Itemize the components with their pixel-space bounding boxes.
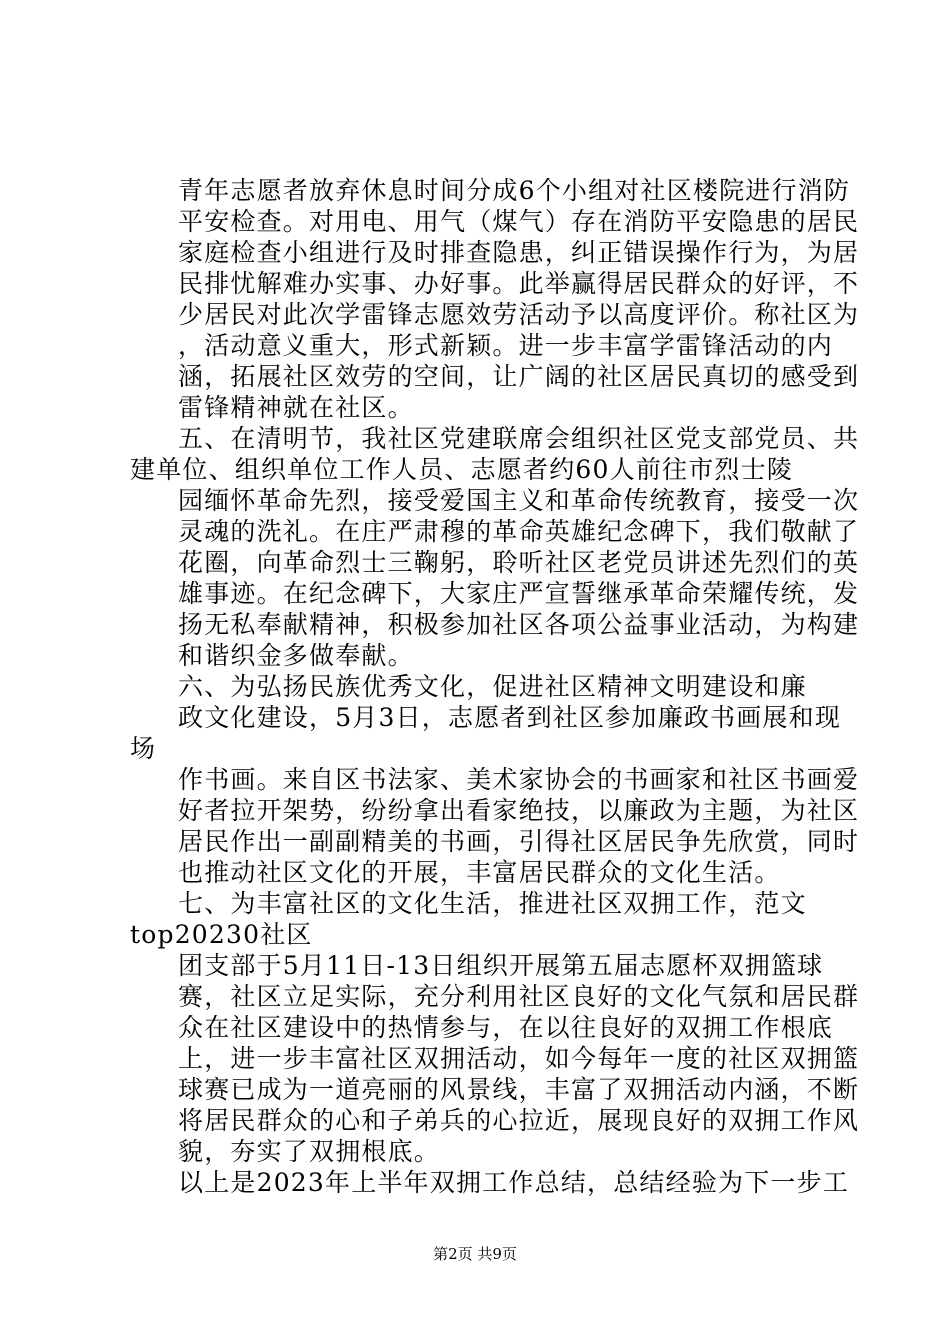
text-line: 民排忧解难办实事、办好事。此举赢得居民群众的好评，不: [178, 269, 860, 298]
text-line: 平安检查。对用电、用气（煤气）存在消防平安隐患的居民: [178, 207, 860, 236]
text-line: 以上是2023年上半年双拥工作总结，总结经验为下一步工: [178, 1168, 850, 1197]
section-five-heading: 五、在清明节，我社区党建联席会组织社区党支部党员、共: [178, 424, 860, 453]
text-line: 雷锋精神就在社区。: [178, 393, 414, 422]
text-line: 作书画。来自区书法家、美术家协会的书画家和社区书画爱: [178, 765, 860, 794]
text-line: 青年志愿者放弃休息时间分成6个小组对社区楼院进行消防: [178, 176, 851, 205]
text-line: 居民作出一副副精美的书画，引得社区居民争先欣赏，同时: [178, 827, 860, 856]
text-line: 场: [130, 734, 157, 763]
text-line: 也推动社区文化的开展，丰富居民群众的文化生活。: [178, 858, 781, 887]
text-line: 建单位、组织单位工作人员、志愿者约60人前往市烈士陵: [130, 455, 794, 484]
text-line: 将居民群众的心和子弟兵的心拉近，展现良好的双拥工作风: [178, 1106, 860, 1135]
text-line: 园缅怀革命先烈，接受爱国主义和革命传统教育，接受一次: [178, 486, 860, 515]
text-line: 貌，夯实了双拥根底。: [178, 1137, 441, 1166]
text-line: 众在社区建设中的热情参与，在以往良好的双拥工作根底: [178, 1013, 834, 1042]
text-line: 和谐织金多做奉献。: [178, 641, 414, 670]
section-six-heading: 六、为弘扬民族优秀文化，促进社区精神文明建设和廉: [178, 672, 807, 701]
page-footer: 第2页 共9页: [433, 1245, 517, 1263]
text-line: 政文化建设，5月3日，志愿者到社区参加廉政书画展和现: [178, 703, 842, 732]
text-line: 好者拉开架势，纷纷拿出看家绝技，以廉政为主题，为社区: [178, 796, 860, 825]
text-line: 扬无私奉献精神，积极参加社区各项公益事业活动，为构建: [178, 610, 860, 639]
text-line: top20230社区: [130, 920, 313, 949]
text-line: 球赛已成为一道亮丽的风景线，丰富了双拥活动内涵，不断: [178, 1075, 860, 1104]
text-line: 涵，拓展社区效劳的空间，让广阔的社区居民真切的感受到: [178, 362, 860, 391]
text-line: 上，进一步丰富社区双拥活动，如今每年一度的社区双拥篮: [178, 1044, 860, 1073]
text-line: 家庭检查小组进行及时排查隐患，纠正错误操作行为，为居: [178, 238, 860, 267]
text-line: 少居民对此次学雷锋志愿效劳活动予以高度评价。称社区为: [178, 300, 860, 329]
text-line: 赛，社区立足实际，充分利用社区良好的文化气氛和居民群: [178, 982, 860, 1011]
text-line: 团支部于5月11日-13日组织开展第五届志愿杯双拥篮球: [178, 951, 824, 980]
text-line: 雄事迹。在纪念碑下，大家庄严宣誓继承革命荣耀传统，发: [178, 579, 860, 608]
text-line: ，活动意义重大，形式新颖。进一步丰富学雷锋活动的内: [178, 331, 834, 360]
text-line: 灵魂的洗礼。在庄严肃穆的革命英雄纪念碑下，我们敬献了: [178, 517, 860, 546]
section-seven-heading: 七、为丰富社区的文化生活，推进社区双拥工作，范文: [178, 889, 807, 918]
text-line: 花圈，向革命烈士三鞠躬，聆听社区老党员讲述先烈们的英: [178, 548, 860, 577]
